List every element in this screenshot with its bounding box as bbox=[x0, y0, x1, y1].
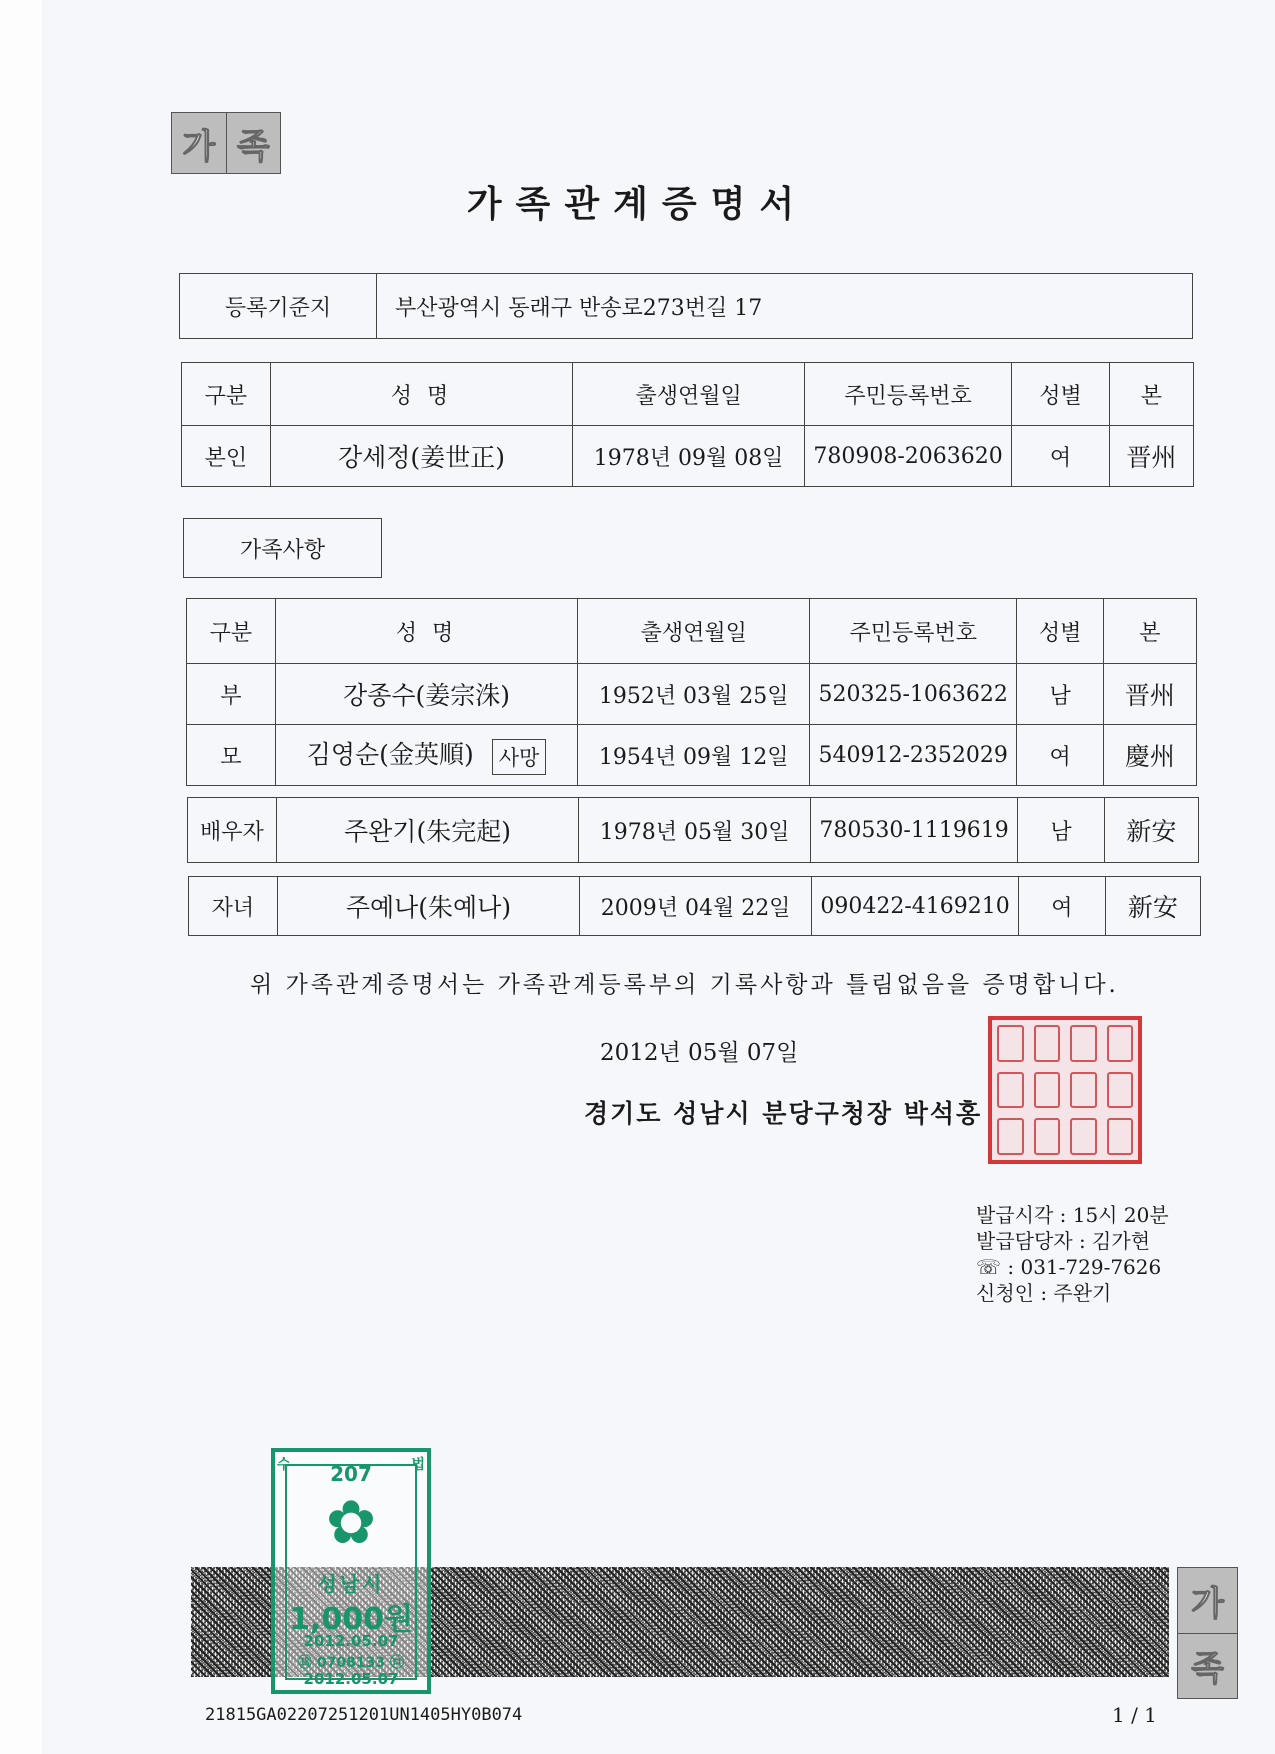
header-origin: 본 bbox=[1103, 599, 1196, 664]
revenue-stamp bbox=[271, 1448, 431, 1694]
issue-date: 2012년 05월 07일 bbox=[600, 1040, 799, 1066]
spouse-row bbox=[188, 798, 1199, 863]
document-title: 가족관계증명서 bbox=[466, 183, 809, 225]
father-sex: 남 bbox=[1017, 664, 1103, 725]
self-origin: 晋州 bbox=[1109, 426, 1193, 487]
self-name: 강세정(姜世正) bbox=[270, 426, 573, 487]
document-type-tag bbox=[171, 112, 281, 174]
spouse-table bbox=[187, 797, 1199, 863]
stamp-date: 2012.05.07 bbox=[303, 1632, 399, 1650]
issue-officer: 발급담당자 : 김가현 bbox=[976, 1229, 1151, 1253]
header-origin: 본 bbox=[1109, 363, 1193, 426]
header-name: 성 명 bbox=[270, 363, 573, 426]
issuing-authority: 경기도 성남시 분당구청장 박석홍 bbox=[584, 1099, 983, 1128]
spouse-origin: 新安 bbox=[1104, 798, 1198, 863]
header-category: 구분 bbox=[187, 599, 276, 664]
header-rrn: 주민등록번호 bbox=[810, 599, 1017, 664]
mother-row bbox=[187, 725, 1197, 786]
registration-value: 부산광역시 동래구 반송로273번길 17 bbox=[377, 274, 1193, 339]
child-table bbox=[188, 876, 1201, 936]
tag-char-jok: 족 bbox=[1178, 1634, 1237, 1699]
issue-time: 발급시각 : 15시 20분 bbox=[976, 1203, 1169, 1227]
city-emblem-icon: ✿ bbox=[325, 1488, 377, 1558]
self-category: 본인 bbox=[182, 426, 271, 487]
mother-sex: 여 bbox=[1017, 725, 1103, 786]
father-birth: 1952년 03월 25일 bbox=[578, 664, 810, 725]
self-sex: 여 bbox=[1012, 426, 1110, 487]
father-name: 강종수(姜宗洙) bbox=[275, 664, 578, 725]
father-rrn: 520325-1063622 bbox=[810, 664, 1017, 725]
child-name: 주예나(朱예나) bbox=[277, 877, 580, 936]
header-rrn: 주민등록번호 bbox=[804, 363, 1011, 426]
page-number: 1 / 1 bbox=[1112, 1703, 1157, 1727]
deceased-badge: 사망 bbox=[492, 739, 547, 775]
header-birth: 출생연월일 bbox=[578, 599, 810, 664]
mother-rrn: 540912-2352029 bbox=[810, 725, 1017, 786]
stamp-city: 성남시 bbox=[317, 1572, 385, 1596]
officer-phone: ☏ : 031-729-7626 bbox=[976, 1255, 1162, 1279]
header-name: 성 명 bbox=[275, 599, 578, 664]
stamp-amount: 1,000원 bbox=[289, 1602, 413, 1637]
applicant: 신청인 : 주완기 bbox=[976, 1281, 1112, 1305]
self-row bbox=[182, 426, 1194, 487]
header-birth: 출생연월일 bbox=[573, 363, 805, 426]
spouse-birth: 1978년 05월 30일 bbox=[579, 798, 811, 863]
father-origin: 晋州 bbox=[1103, 664, 1196, 725]
child-rrn: 090422-4169210 bbox=[811, 877, 1018, 936]
father-category: 부 bbox=[187, 664, 276, 725]
mother-origin: 慶州 bbox=[1103, 725, 1196, 786]
spouse-category: 배우자 bbox=[188, 798, 277, 863]
mother-category: 모 bbox=[187, 725, 276, 786]
spouse-name: 주완기(朱完起) bbox=[276, 798, 579, 863]
header-sex: 성별 bbox=[1012, 363, 1110, 426]
parents-header-row bbox=[187, 599, 1197, 664]
spouse-rrn: 780530-1119619 bbox=[810, 798, 1017, 863]
mother-birth: 1954년 09월 12일 bbox=[578, 725, 810, 786]
stamp-number: 207 bbox=[330, 1462, 372, 1486]
stamp-date-secondary: 2012.05.07 bbox=[303, 1670, 399, 1688]
official-seal-icon bbox=[988, 1016, 1142, 1164]
tag-char-jok: 족 bbox=[227, 113, 281, 173]
spouse-sex: 남 bbox=[1018, 798, 1104, 863]
child-birth: 2009년 04월 22일 bbox=[580, 877, 812, 936]
stamp-su: 수 bbox=[277, 1457, 291, 1473]
document-code: 21815GA02207251201UN1405HY0B074 bbox=[205, 1705, 523, 1725]
registration-label: 등록기준지 bbox=[180, 274, 377, 339]
issue-metadata bbox=[976, 1202, 1169, 1306]
self-table bbox=[181, 362, 1194, 487]
header-category: 구분 bbox=[182, 363, 271, 426]
tag-char-ga: 가 bbox=[172, 113, 227, 173]
tag-char-ga: 가 bbox=[1178, 1568, 1237, 1634]
self-rrn: 780908-2063620 bbox=[804, 426, 1011, 487]
header-sex: 성별 bbox=[1017, 599, 1103, 664]
child-origin: 新安 bbox=[1105, 877, 1200, 936]
certification-statement: 위 가족관계증명서는 가족관계등록부의 기록사항과 틀림없음을 증명합니다. bbox=[250, 972, 1119, 998]
mother-name: 김영순(金英順) bbox=[306, 740, 474, 770]
father-row bbox=[187, 664, 1197, 725]
self-header-row bbox=[182, 363, 1194, 426]
parents-table bbox=[186, 598, 1197, 786]
stamp-serial: ⑱ 0708133 ㉤ bbox=[298, 1655, 404, 1671]
family-section-label: 가족사항 bbox=[183, 518, 382, 578]
child-row bbox=[189, 877, 1201, 936]
stamp-beop: 법 bbox=[411, 1457, 425, 1473]
mother-name-cell bbox=[275, 725, 578, 786]
self-birth: 1978년 09월 08일 bbox=[573, 426, 805, 487]
child-sex: 여 bbox=[1019, 877, 1105, 936]
document-type-tag-bottom bbox=[1177, 1567, 1238, 1699]
child-category: 자녀 bbox=[189, 877, 278, 936]
registration-table bbox=[179, 273, 1193, 339]
